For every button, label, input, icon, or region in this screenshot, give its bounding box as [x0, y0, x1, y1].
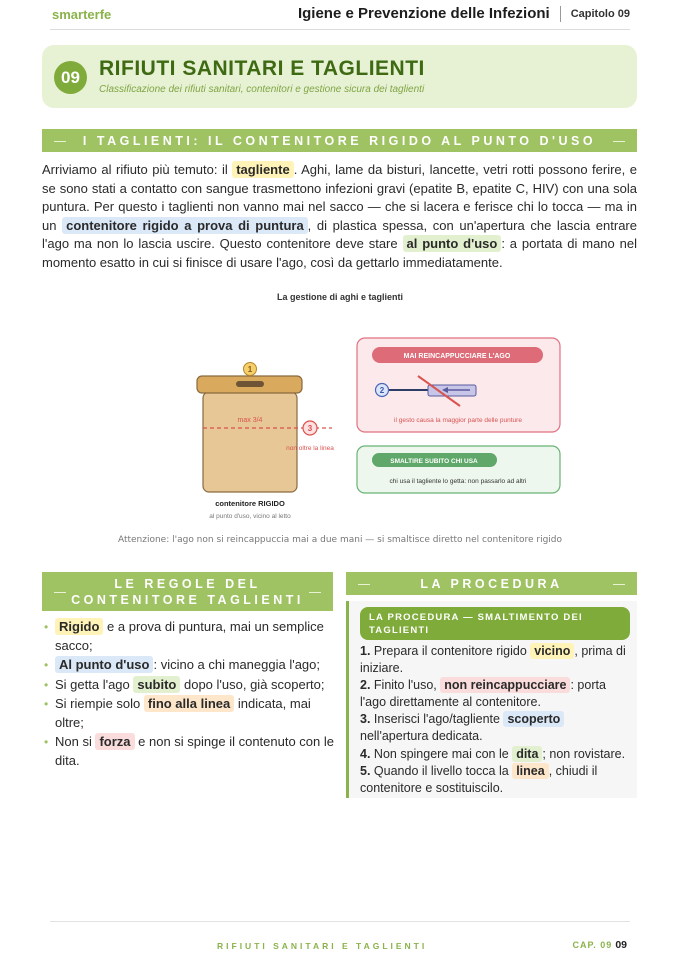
- footer-chapter: CAP. 09: [572, 940, 613, 950]
- step-number: 1.: [360, 644, 371, 658]
- rule-highlight: subito: [133, 676, 180, 693]
- chapter-number-badge: 09: [54, 61, 87, 94]
- section-dash-left: [54, 141, 66, 142]
- marker-1-label: 1: [247, 365, 253, 374]
- step-highlight: non reincappucciare: [440, 677, 570, 693]
- intro-paragraph: [42, 161, 637, 273]
- step-text: , chiudi il contenitore e sostituiscilo.: [360, 764, 598, 795]
- marker-3-label: 3: [307, 424, 313, 433]
- chapter-subtitle: Classificazione dei rifiuti sanitari, contenitori e gestione sicura dei taglienti: [99, 84, 425, 95]
- step-highlight: linea: [512, 763, 549, 779]
- intro-text: . Aghi, lame da bisturi, lancette, vetri rotti possono ferire, e se sono stati a contatto con sangue trasmettono infezioni gravi (epatite B, epatite C, HIV) con una sola puntura. Per questo i taglienti non vanno mai nel sacco — che si lacera e ferisce chi lo tocca — ma in un: [42, 162, 637, 233]
- warning-note: il gesto causa la maggior parte delle punture: [394, 417, 522, 424]
- page-number: 09: [615, 939, 627, 951]
- warning-pill-text: MAI REINCAPPUCCIARE L'AGO: [403, 353, 511, 360]
- step-number: 5.: [360, 764, 371, 779]
- procedure-box-title: LA PROCEDURA — SMALTIMENTO DEI TAGLIENTI: [360, 607, 630, 640]
- brand-name: smarterfe: [52, 7, 112, 22]
- rule-item: [44, 618, 334, 655]
- section-bar-rules: [42, 572, 333, 611]
- figure-caption: Attenzione: l'ago non si reincappuccia mai a due mani — si smaltisce diretto nel contenitore rigido: [117, 535, 563, 545]
- section-dash-right: [613, 141, 625, 142]
- rule-text: e non si spinge il contenuto con le dita.: [55, 734, 334, 768]
- step-prefix: Inserisci l'ago/tagliente: [370, 712, 504, 727]
- book-title: Igiene e Prevenzione delle Infezioni: [297, 5, 550, 22]
- footer-page-info: [572, 939, 627, 951]
- section-title: I TAGLIENTI: IL CONTENITORE RIGIDO AL PUNTO D'USO: [82, 133, 597, 148]
- intro-text: , di plastica spessa, con un'apertura che lascia entrare l'ago ma non lo lascia uscire. Questo contenitore deve stare: [42, 217, 637, 252]
- step-highlight: dita: [512, 746, 542, 762]
- footer-section-name: RIFIUTI SANITARI E TAGLIENTI: [217, 941, 428, 951]
- rule-highlight: Rigido: [55, 618, 103, 635]
- step-prefix: Quando il livello tocca la: [370, 764, 513, 779]
- step-text: : porta l'ago direttamente al contenitore.: [360, 678, 606, 709]
- rule-text: dopo l'uso, già scoperto;: [180, 676, 325, 692]
- section-dash-left: [358, 584, 370, 585]
- header-divider: [560, 6, 561, 22]
- rule-text: e a prova di puntura, mai un semplice sacco;: [55, 619, 324, 653]
- section-dash-right: [309, 592, 321, 593]
- ok-pill-text: SMALTIRE SUBITO CHI USA: [390, 458, 478, 465]
- rule-item: [44, 695, 334, 732]
- procedure-step: [360, 643, 632, 676]
- rule-text: indicata, mai oltre;: [55, 696, 311, 730]
- highlight-tagliente: tagliente: [232, 161, 293, 178]
- step-prefix: Finito l'uso,: [370, 678, 441, 693]
- sharps-container-body: [203, 392, 297, 492]
- step-number: 2.: [360, 678, 371, 693]
- rule-highlight: Al punto d'uso: [55, 656, 153, 673]
- intro-text: : a portata di mano nel momento esatto in cui si finisce di usare l'ago, così da gettarlo immediatamente.: [42, 236, 637, 270]
- page-header: [50, 0, 630, 30]
- step-highlight: vicino: [530, 643, 574, 659]
- intro-text: Arriviamo al rifiuto più temuto: il: [42, 162, 228, 177]
- chapter-label: Capitolo 09: [570, 7, 630, 20]
- procedure-box: [346, 601, 637, 798]
- procedure-step: [360, 746, 632, 763]
- procedure-title: LA PROCEDURA: [420, 576, 563, 591]
- rules-title: LE REGOLE DEL CONTENITORE TAGLIENTI: [71, 576, 304, 607]
- max-fill-label: max 3/4: [237, 417, 263, 424]
- sharps-figure: [0, 300, 680, 530]
- rule-text: : vicino a chi maneggia l'ago;: [153, 657, 320, 672]
- step-text: nell'apertura dedicata.: [360, 728, 483, 743]
- step-number: 3.: [360, 712, 371, 727]
- section-bar-procedure: [346, 572, 637, 595]
- highlight-punto-uso: al punto d'uso: [403, 235, 502, 252]
- section-dash-left: [54, 592, 66, 593]
- chapter-title: RIFIUTI SANITARI E TAGLIENTI: [99, 57, 425, 80]
- chapter-banner: [42, 45, 637, 108]
- procedure-step: [360, 711, 632, 744]
- header-right: [298, 5, 630, 22]
- rule-highlight: forza: [95, 733, 134, 750]
- rule-prefix: Non si: [55, 734, 96, 749]
- ok-note: chi usa il tagliente lo getta: non passarlo ad altri: [389, 478, 527, 485]
- rule-item: [44, 733, 334, 770]
- procedure-step: [360, 677, 632, 710]
- container-sublabel: al punto d'uso, vicino al letto: [209, 513, 291, 520]
- step-number: 4.: [360, 746, 371, 761]
- rules-list: [44, 618, 334, 771]
- step-prefix: Prepara il contenitore rigido: [370, 644, 531, 658]
- rule-prefix: Si riempie solo: [55, 696, 144, 711]
- procedure-step: [360, 763, 632, 796]
- rule-item: [44, 676, 334, 695]
- step-text: ; non rovistare.: [542, 746, 626, 761]
- rule-prefix: Si getta l'ago: [55, 676, 134, 692]
- figure-title: La gestione di aghi e taglienti: [276, 292, 404, 302]
- rule-highlight: fino alla linea: [144, 695, 234, 712]
- fill-line-label: non oltre la linea: [286, 445, 334, 452]
- footer-divider: [50, 921, 630, 922]
- marker-2-label: 2: [379, 386, 385, 395]
- step-prefix: Non spingere mai con le: [370, 746, 513, 761]
- highlight-contenitore-rigido: contenitore rigido a prova di puntura: [62, 217, 308, 234]
- step-highlight: scoperto: [503, 711, 564, 727]
- container-label: contenitore RIGIDO: [215, 499, 285, 508]
- rule-item: [44, 656, 334, 675]
- lid-opening: [236, 381, 264, 387]
- step-text: , prima di iniziare.: [360, 644, 626, 675]
- procedure-steps: [360, 643, 632, 797]
- section-bar-taglienti: [42, 129, 637, 152]
- section-dash-right: [613, 584, 625, 585]
